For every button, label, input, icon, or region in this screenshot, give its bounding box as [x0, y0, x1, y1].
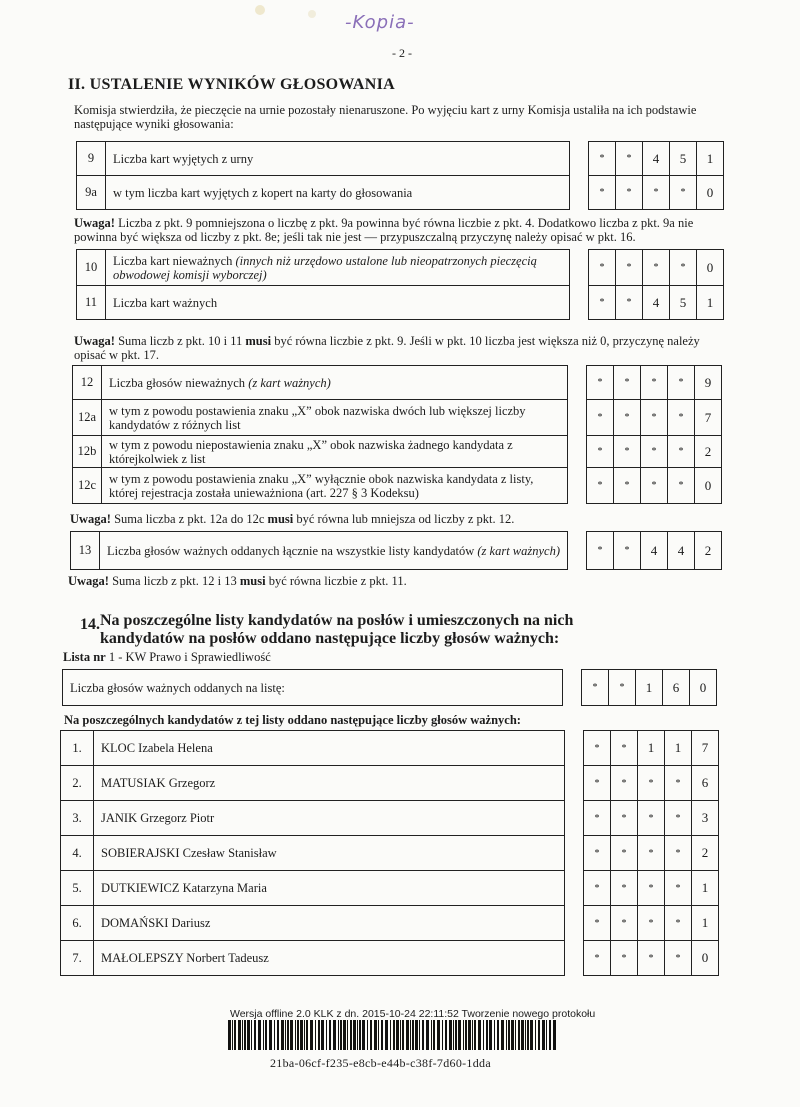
barcode-bar: [521, 1020, 524, 1050]
barcode-bar: [453, 1020, 454, 1050]
digit-box: 1: [692, 906, 719, 941]
barcode-bar: [474, 1020, 476, 1050]
row-number: 12a: [73, 400, 102, 436]
barcode-bar: [515, 1020, 516, 1050]
barcode-bar: [281, 1020, 284, 1050]
row-label: Liczba głosów ważnych oddanych łącznie na wszystkie listy kandydatów (z kart ważnych): [100, 532, 568, 570]
digit-box: *: [584, 871, 611, 906]
digit-box: *: [641, 468, 668, 504]
table-row: [61, 906, 719, 941]
digit-box: *: [611, 836, 638, 871]
digit-box: *: [665, 836, 692, 871]
row-label: Liczba kart wyjętych z urny: [106, 142, 570, 176]
digit-box: *: [670, 250, 697, 286]
digit-box: 0: [697, 176, 724, 210]
barcode-bar: [326, 1020, 327, 1050]
row-label: MATUSIAK Grzegorz: [94, 766, 565, 801]
row-number: 12b: [73, 436, 102, 468]
barcode-bar: [525, 1020, 526, 1050]
spacer-cell: [568, 400, 587, 436]
digit-box: *: [611, 766, 638, 801]
barcode-bar: [390, 1020, 391, 1050]
digit-box: *: [587, 366, 614, 400]
digit-box: *: [643, 250, 670, 286]
barcode-bar: [269, 1020, 272, 1050]
spacer-cell: [565, 906, 584, 941]
barcode-bar: [238, 1020, 241, 1050]
barcode-bar: [412, 1020, 414, 1050]
digit-box: 0: [690, 670, 717, 706]
row-number: 6.: [61, 906, 94, 941]
row-number: 12: [73, 366, 102, 400]
row-label: JANIK Grzegorz Piotr: [94, 801, 565, 836]
table-row: [73, 400, 722, 436]
barcode-bar: [410, 1020, 411, 1050]
barcode-bar: [535, 1020, 536, 1050]
digit-box: 0: [695, 468, 722, 504]
barcode-bar: [538, 1020, 540, 1050]
digit-box: *: [641, 436, 668, 468]
barcode-bar: [321, 1020, 324, 1050]
spacer-cell: [570, 176, 589, 210]
spacer-cell: [565, 801, 584, 836]
digit-box: *: [584, 801, 611, 836]
barcode-bar: [378, 1020, 379, 1050]
row-number: 5.: [61, 871, 94, 906]
digit-box: *: [584, 941, 611, 976]
section-14-number: 14.: [80, 616, 100, 633]
results-table-9: [76, 141, 724, 210]
digit-box: *: [638, 871, 665, 906]
barcode-bar: [244, 1020, 246, 1050]
barcode-bar: [415, 1020, 418, 1050]
spacer-cell: [568, 532, 587, 570]
row-number: 11: [77, 286, 106, 320]
digit-box: *: [611, 801, 638, 836]
barcode-bar: [295, 1020, 296, 1050]
table-row: [61, 871, 719, 906]
digit-box: *: [589, 142, 616, 176]
row-label: SOBIERAJSKI Czesław Stanisław: [94, 836, 565, 871]
barcode-bar: [431, 1020, 432, 1050]
digit-box: *: [665, 801, 692, 836]
digit-box: *: [665, 941, 692, 976]
note-2: Uwaga! Suma liczb z pkt. 10 i 11 musi być równa liczbie z pkt. 9. Jeśli w pkt. 10 liczba jest większa niż 0, przyczynę należy opisać w pkt. 17.: [74, 334, 700, 362]
barcode-bar: [445, 1020, 447, 1050]
barcode-bar: [353, 1020, 356, 1050]
digit-box: 7: [692, 731, 719, 766]
table-row: [61, 941, 719, 976]
spacer-cell: [565, 836, 584, 871]
list-total-table: [62, 669, 717, 706]
spacer-cell: [570, 250, 589, 286]
digit-box: *: [641, 400, 668, 436]
barcode-bar: [370, 1020, 372, 1050]
digit-box: *: [638, 941, 665, 976]
table-row: [77, 286, 724, 320]
barcode-bar: [542, 1020, 545, 1050]
digit-box: *: [638, 801, 665, 836]
row-label: Liczba kart ważnych: [106, 286, 570, 320]
digit-box: 2: [692, 836, 719, 871]
barcode-bar: [549, 1020, 551, 1050]
barcode-bar: [506, 1020, 507, 1050]
row-number: 9a: [77, 176, 106, 210]
digit-box: *: [587, 436, 614, 468]
row-label: w tym z powodu niepostawienia znaku „X” obok nazwiska żadnego kandydata z którejkolwiek z list: [102, 436, 568, 468]
barcode-bar: [265, 1020, 267, 1050]
digit-box: *: [584, 766, 611, 801]
barcode-bar: [333, 1020, 336, 1050]
table-row: [61, 836, 719, 871]
row-label: w tym z powodu postawienia znaku „X” obok nazwiska dwóch lub większej liczby kandydatów z różnych list: [102, 400, 568, 436]
digit-box: *: [611, 731, 638, 766]
barcode-bar: [304, 1020, 305, 1050]
intro-text: Komisja stwierdziła, że pieczęcie na urnie pozostały nienaruszone. Po wyjęciu kart z urny Komisja ustaliła na ich podstawie następujące wyniki głosowania:: [74, 103, 697, 131]
table-row: [77, 142, 724, 176]
barcode-bar: [478, 1020, 481, 1050]
digit-box: 9: [695, 366, 722, 400]
barcode-bar: [343, 1020, 346, 1050]
barcode-bar: [228, 1020, 231, 1050]
table-row: [77, 176, 724, 210]
digit-box: 1: [665, 731, 692, 766]
barcode-bar: [455, 1020, 457, 1050]
page-number: - 2 -: [392, 46, 412, 60]
barcode-bar: [553, 1020, 556, 1050]
digit-box: *: [668, 400, 695, 436]
row-number: 2.: [61, 766, 94, 801]
row-number: 1.: [61, 731, 94, 766]
barcode-bar: [426, 1020, 429, 1050]
digit-box: *: [611, 906, 638, 941]
digit-box: *: [587, 532, 614, 570]
digit-box: *: [614, 436, 641, 468]
barcode-bar: [350, 1020, 352, 1050]
version-text: Wersja offline 2.0 KLK z dn. 2015-10-24 22:11:52 Tworzenie nowego protokołu: [230, 1008, 596, 1020]
results-table-12: [72, 365, 722, 504]
digit-box: *: [614, 366, 641, 400]
digit-box: 2: [695, 532, 722, 570]
digit-box: *: [616, 176, 643, 210]
barcode-bar: [374, 1020, 377, 1050]
digit-box: 1: [697, 286, 724, 320]
digit-box: *: [614, 400, 641, 436]
row-number: 7.: [61, 941, 94, 976]
digit-box: *: [589, 176, 616, 210]
row-label: w tym liczba kart wyjętych z kopert na karty do głosowania: [106, 176, 570, 210]
note-3: Uwaga! Suma liczba z pkt. 12a do 12c musi być równa lub mniejsza od liczby z pkt. 12.: [70, 512, 515, 526]
protocol-code: 21ba-06cf-f235-e8cb-e44b-c38f-7d60-1dda: [270, 1056, 491, 1070]
barcode-bar: [359, 1020, 361, 1050]
barcode-bar: [396, 1020, 399, 1050]
digit-box: *: [616, 142, 643, 176]
digit-box: *: [638, 836, 665, 871]
digit-box: 7: [695, 400, 722, 436]
row-number: 13: [71, 532, 100, 570]
barcode-bar: [472, 1020, 473, 1050]
spacer-cell: [568, 436, 587, 468]
table-row: [61, 731, 719, 766]
barcode-bar: [463, 1020, 464, 1050]
barcode-bar: [290, 1020, 293, 1050]
barcode-bar: [497, 1020, 499, 1050]
digit-box: 6: [663, 670, 690, 706]
barcode-bar: [511, 1020, 514, 1050]
barcode-bar: [501, 1020, 504, 1050]
barcode-image: [228, 1020, 558, 1050]
row-number: 9: [77, 142, 106, 176]
spacer-cell: [568, 468, 587, 504]
section-14-title: Na poszczególne listy kandydatów na posłów i umieszczonych na nich kandydatów na posłów oddano następujące liczby głosów ważnych:: [100, 612, 574, 647]
barcode-bar: [402, 1020, 404, 1050]
digit-box: *: [584, 731, 611, 766]
barcode-bar: [489, 1020, 492, 1050]
barcode-bar: [251, 1020, 252, 1050]
barcode-bar: [437, 1020, 440, 1050]
digit-box: 1: [697, 142, 724, 176]
digit-box: *: [668, 436, 695, 468]
digit-box: 1: [638, 731, 665, 766]
digit-box: *: [587, 400, 614, 436]
barcode-bar: [310, 1020, 313, 1050]
digit-box: *: [611, 871, 638, 906]
barcode-bar: [518, 1020, 520, 1050]
spacer-cell: [568, 366, 587, 400]
barcode-bar: [285, 1020, 286, 1050]
spacer-cell: [570, 286, 589, 320]
results-table-13: [70, 531, 722, 570]
barcode-bar: [247, 1020, 250, 1050]
row-number: 10: [77, 250, 106, 286]
digit-box: *: [616, 250, 643, 286]
barcode-bar: [367, 1020, 368, 1050]
table-row: [63, 670, 717, 706]
spacer-cell: [565, 731, 584, 766]
digit-box: 3: [692, 801, 719, 836]
list-label: Lista nr 1 - KW Prawo i Sprawiedliwość: [63, 650, 271, 664]
barcode-bar: [494, 1020, 495, 1050]
table-row: [61, 801, 719, 836]
digit-box: 1: [636, 670, 663, 706]
digit-box: *: [582, 670, 609, 706]
barcode-bar: [433, 1020, 435, 1050]
digit-box: *: [589, 250, 616, 286]
barcode-bar: [486, 1020, 488, 1050]
digit-box: 0: [692, 941, 719, 976]
barcode-bar: [465, 1020, 467, 1050]
note-4: Uwaga! Suma liczb z pkt. 12 i 13 musi być równa liczbie z pkt. 11.: [68, 574, 407, 588]
row-label: DOMAŃSKI Dariusz: [94, 906, 565, 941]
digit-box: *: [589, 286, 616, 320]
digit-box: *: [665, 871, 692, 906]
barcode-bar: [458, 1020, 461, 1050]
note-1: Uwaga! Liczba z pkt. 9 pomniejszona o liczbę z pkt. 9a powinna być równa liczbie z pkt. 4. Dodatkowo liczba z pkt. 9a nie powinna być większa od liczby z pkt. 8e; jeśli tak nie jest — przypuszczalną przyczynę należy opisać w pkt. 16.: [74, 216, 694, 244]
table-row: [73, 436, 722, 468]
barcode-bar: [315, 1020, 316, 1050]
table-row: [73, 366, 722, 400]
barcode-bar: [347, 1020, 348, 1050]
spacer-cell: [565, 941, 584, 976]
row-label: Liczba kart nieważnych (innych niż urzędowo ustalone lub nieopatrzonych pieczęcią obwodowej komisji wyborczej): [106, 250, 570, 286]
barcode-bar: [297, 1020, 299, 1050]
barcode-bar: [242, 1020, 243, 1050]
barcode-bar: [527, 1020, 529, 1050]
digit-box: *: [609, 670, 636, 706]
digit-box: 1: [692, 871, 719, 906]
row-label: KLOC Izabela Helena: [94, 731, 565, 766]
barcode-bar: [306, 1020, 308, 1050]
row-label: MAŁOLEPSZY Norbert Tadeusz: [94, 941, 565, 976]
barcode-bar: [422, 1020, 424, 1050]
barcode-bar: [546, 1020, 547, 1050]
barcode-bar: [385, 1020, 388, 1050]
barcode-bar: [442, 1020, 443, 1050]
row-label: Liczba głosów nieważnych (z kart ważnych): [102, 366, 568, 400]
digit-box: *: [665, 906, 692, 941]
digit-box: *: [614, 532, 641, 570]
table-row: [71, 532, 722, 570]
digit-box: 2: [695, 436, 722, 468]
barcode-bar: [254, 1020, 256, 1050]
row-number: 12c: [73, 468, 102, 504]
barcode-bar: [393, 1020, 395, 1050]
spacer-cell: [570, 142, 589, 176]
results-table-10: [76, 249, 724, 320]
row-number: 3.: [61, 801, 94, 836]
digit-box: *: [668, 366, 695, 400]
table-row: [61, 766, 719, 801]
spacer-cell: [565, 766, 584, 801]
row-label: DUTKIEWICZ Katarzyna Maria: [94, 871, 565, 906]
barcode-bar: [277, 1020, 279, 1050]
digit-box: 4: [668, 532, 695, 570]
list-total-label: Liczba głosów ważnych oddanych na listę:: [63, 670, 563, 706]
digit-box: *: [587, 468, 614, 504]
digit-box: *: [614, 468, 641, 504]
digit-box: *: [616, 286, 643, 320]
candidates-table: [60, 730, 719, 976]
table-row: [77, 250, 724, 286]
barcode-bar: [340, 1020, 342, 1050]
digit-box: 5: [670, 286, 697, 320]
barcode-bar: [449, 1020, 452, 1050]
barcode-bar: [274, 1020, 275, 1050]
digit-box: *: [584, 906, 611, 941]
barcode-bar: [381, 1020, 383, 1050]
digit-box: 0: [697, 250, 724, 286]
barcode-bar: [232, 1020, 233, 1050]
digit-box: *: [670, 176, 697, 210]
row-number: 4.: [61, 836, 94, 871]
barcode-bar: [234, 1020, 236, 1050]
digit-box: 6: [692, 766, 719, 801]
barcode-bar: [508, 1020, 510, 1050]
digit-box: *: [643, 176, 670, 210]
barcode-bar: [357, 1020, 358, 1050]
barcode-bar: [287, 1020, 289, 1050]
digit-box: *: [584, 836, 611, 871]
barcode-bar: [263, 1020, 264, 1050]
barcode-bar: [362, 1020, 365, 1050]
barcode-bar: [406, 1020, 409, 1050]
candidates-heading: Na poszczególnych kandydatów z tej listy oddano następujące liczby głosów ważnych:: [64, 713, 521, 727]
digit-box: *: [611, 941, 638, 976]
barcode-bar: [468, 1020, 471, 1050]
barcode-bar: [400, 1020, 401, 1050]
row-label: w tym z powodu postawienia znaku „X” wyłącznie obok nazwiska kandydata z listy, której rejestracja została unieważniona (art. 227 § 3 Kodeksu): [102, 468, 568, 504]
barcode-bar: [338, 1020, 339, 1050]
digit-box: 4: [643, 142, 670, 176]
barcode-bar: [258, 1020, 261, 1050]
barcode-bar: [483, 1020, 484, 1050]
digit-box: *: [668, 468, 695, 504]
section-title: II. USTALENIE WYNIKÓW GŁOSOWANIA: [68, 76, 396, 93]
digit-box: 4: [641, 532, 668, 570]
barcode-bar: [300, 1020, 303, 1050]
digit-box: 5: [670, 142, 697, 176]
digit-box: *: [665, 766, 692, 801]
stamp-smudge: [240, 0, 360, 30]
digit-box: *: [638, 766, 665, 801]
table-row: [73, 468, 722, 504]
digit-box: 4: [643, 286, 670, 320]
barcode-bar: [419, 1020, 420, 1050]
spacer-cell: [563, 670, 582, 706]
barcode-bar: [318, 1020, 320, 1050]
handwritten-copy-note: -Kopia-: [345, 12, 415, 33]
spacer-cell: [565, 871, 584, 906]
barcode-bar: [530, 1020, 533, 1050]
digit-box: *: [638, 906, 665, 941]
barcode-bar: [329, 1020, 331, 1050]
digit-box: *: [641, 366, 668, 400]
